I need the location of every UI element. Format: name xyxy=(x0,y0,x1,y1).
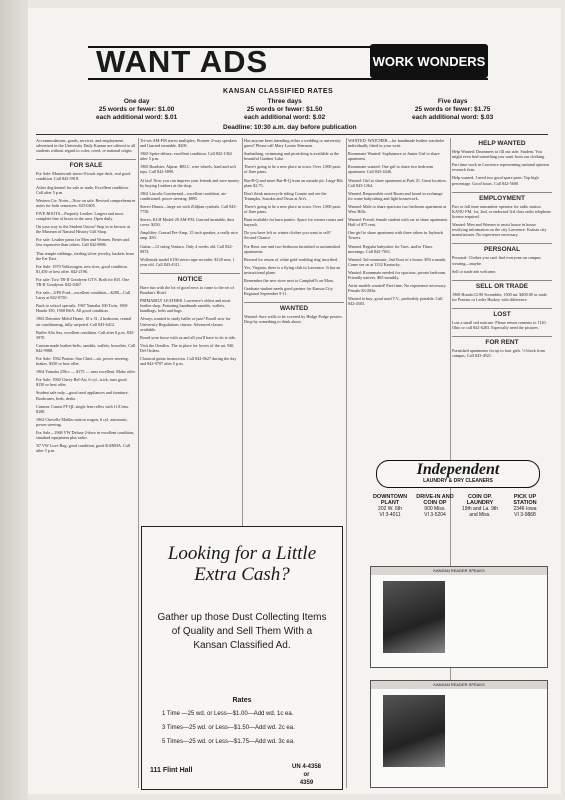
independent-laundry-ad xyxy=(368,460,548,558)
classified-ad: Roommate Wanted: Sophomore or Junior Girl to share apartment. xyxy=(348,151,440,162)
section-help-wanted: HELP WANTED xyxy=(478,140,526,147)
location-name: PICK UP STATION xyxy=(513,494,537,506)
rate-line: 25 words or fewer: $1.00 xyxy=(98,106,175,113)
classified-ad: Remember the new store next to Campbell's on Mass. xyxy=(244,277,335,283)
classified-ad: Stereo, KLH Model-20 AM-FM, Garrard turntable, dust cover. $250. xyxy=(140,217,235,228)
location-address: 19th and La. 9th and Miss. xyxy=(461,506,499,518)
classified-ad: Artist models wanted! Part-time. No experience necessary. Female $3.00/hr. xyxy=(348,283,447,294)
classified-ad: Guitar—12 string Ventura. Only 4 weeks old. Call 842-9874. xyxy=(140,243,233,254)
section-notice: NOTICE xyxy=(140,273,240,282)
classified-ad: Do you have left or winter clothes you want to sell? Second Chance. xyxy=(244,230,331,241)
location-address: 2346 Iowa xyxy=(513,506,537,512)
photo-image xyxy=(383,695,445,767)
classified-ad: 1969 Honda CL90 Scrambler, 1500 mi. $400.00 or trade for Pontiac or Leslie Huskey with difference. xyxy=(452,291,547,302)
extra-cash-rates-label: Rates xyxy=(232,697,252,704)
location-address: 900 Miss. xyxy=(424,506,446,512)
classified-ad: WANTED: WATCHER—for handmade leather wardrobe individually fitted in your wrist. xyxy=(348,138,445,149)
rate-five-days xyxy=(412,98,493,122)
photo-ad-caption: KANSAN READER SPEAKS xyxy=(371,681,547,689)
extra-cash-ad xyxy=(141,526,343,790)
classified-ad: 1962 Chevelle Malibu station wagon, 6 cyl, automatic, power steering. xyxy=(36,416,128,427)
photo-ad-caption: KANSAN READER SPEAKS xyxy=(371,567,547,575)
location-phone: VI 3-4011 xyxy=(379,512,401,518)
classified-ad: Stereo Drums—large set with Zildjian cymbals. Call 843-7758. xyxy=(140,203,237,215)
classified-ad: Has anyone been intending either a wedding or university guest? Please call Mary Louise Sherman. xyxy=(244,138,341,149)
classified-ad: 1965 Sprite deluxe, excellent condition. Call 842-1362 after 5 p.m. xyxy=(140,151,232,162)
extra-cash-rate-row: 3 Times—25 wd. or Less—$1.50—Add wd. 2c ea. xyxy=(162,725,295,731)
section-for-rent: FOR RENT xyxy=(452,336,552,345)
section-lost: LOST xyxy=(452,308,552,317)
classified-ad: '67 VW Love Bug, good condition, good KARMA. Call after 5 p.m. xyxy=(36,443,131,454)
rate-one-day xyxy=(96,98,177,122)
classified-ad: Wanted: Sure walls to be covered by Hedge Podge posters. Drop by something to think about. xyxy=(244,314,343,325)
rate-line: each additional word: $.03 xyxy=(412,114,494,121)
classified-ad: For sale—UPS Ford—excellent condition—$280—Call Larry at 842-0750. xyxy=(36,290,131,301)
classified-ad: Graduate student needs good partner for Kansas City Regional September 9-11. xyxy=(244,286,333,297)
classified-ad: Have fun with the lot of good rows to come to the set of Boudan's Hotel. xyxy=(140,284,234,296)
header-title: WANT ADS xyxy=(96,44,269,79)
column-divider xyxy=(138,138,139,788)
header-rule xyxy=(36,134,548,135)
classified-ad: Wollensak model 6150 stereo tape recorder. $120 new, 1 year old. Call 843-4311. xyxy=(140,256,235,267)
location-downtown xyxy=(368,494,412,518)
classified-ad: 1965 Roadster, Alpine, R8LC, wire wheels, hard and soft tops. Call 842-5890. xyxy=(140,164,236,175)
deadline-note: Deadline: 10:30 a.m. day before publication xyxy=(223,124,357,131)
classified-ad: On your way to the Student Union? Stop in to browse at the Museum of Natural History Gift Shop. xyxy=(36,224,131,235)
classified-ad: Wanted: French female student with car to share apartment. Half of $75 rent. xyxy=(348,217,448,228)
classified-ad: For Sale: 1960 Chevy Bel-Air, 6 cyl., stick, runs good. $150 or best offer. xyxy=(36,377,128,388)
rate-line: 25 words or fewer: $1.50 xyxy=(246,106,323,113)
extra-cash-address: 111 Flint Hall xyxy=(150,767,193,774)
rate-line: 25 words or fewer: $1.75 xyxy=(414,106,491,113)
photo-ad xyxy=(370,680,548,788)
classified-ad: There's going to be a new place in town. Over 1,000 pairs of flare pants. xyxy=(244,164,341,175)
rate-line: each additional word: $.02 xyxy=(244,114,326,121)
classified-ad: Buffet Alto Sax, excellent condition. Call after 6 p.m. 843-3970. xyxy=(36,329,135,340)
classified-ad: Bar-B-Q and more Bar-B-Q from an outside pit. Large Rib plate $2.75. xyxy=(244,177,343,188)
classified-ad: Don't think motorcycle riding Connie and see the Triumphs, Suzukis and Ossas at Art's. xyxy=(244,190,327,201)
classified-ad: 1964 Yamaha 250cc — $175 — runs excellent. Make offer. xyxy=(36,369,136,375)
classified-ad: Visit the Ormflos. The in place for lovers of the art. 946 Del Ordem. xyxy=(140,342,234,353)
classified-ad: Part time work in Lawrence representing national opinion research firm. xyxy=(452,162,549,173)
classified-ad: Wanted: 3rd roommate, 2nd floor of a house. $50 a month. Come see us at 1332 Kentucky. xyxy=(348,256,447,267)
classified-ad: Help wanted: I need two good spare pairs. Top high percentage. Good hours. Call 842-5600. xyxy=(452,175,539,186)
independent-logo xyxy=(376,460,540,488)
page-binding-edge xyxy=(0,0,28,800)
column-divider xyxy=(346,138,347,788)
rate-label: Three days xyxy=(267,98,302,105)
classified-ad: Wanted: Male to share spacious two bedroom apartment at West Hills. xyxy=(348,203,447,215)
section-sell-or-trade: SELL OR TRADE xyxy=(452,280,552,289)
classified-ad: Wanted: Roommate needed for spacious, private bedroom. Friendly natives. $65 monthly. xyxy=(348,269,447,280)
independent-name: Independent xyxy=(416,461,500,478)
classified-ad: Board your horse with us and all you'll have to do is ride. xyxy=(140,334,237,340)
extra-cash-rate-row: 1 Time —25 wd. or Less—$1.00—Add wd. 1c ea. xyxy=(162,711,294,717)
classified-ad: Furnished apartments for up to four girls. ½ block from campus. Call 843-4921. xyxy=(452,348,545,359)
location-phone: VI 3-5204 xyxy=(424,512,446,518)
extra-cash-phone xyxy=(292,763,321,787)
independent-subtitle: LAUNDRY & DRY CLEANERS xyxy=(423,478,493,484)
want-ads-header xyxy=(88,40,488,80)
classified-ad: For sale: Two TR-II Goodyear GT'S. Both for $35. One TR-II Goodyear. 842-0467. xyxy=(36,276,130,287)
classified-ad: For Sale: 1962 Pontiac Star Chief—air, power steering, brakes. $350 or best offer. xyxy=(36,356,129,367)
location-phone: VI 3-9868 xyxy=(514,512,536,518)
classified-ad: Asher dog kennel for sale or trade. Excellent condition. Call after 5 p.m. xyxy=(36,184,129,195)
classified-ad: For Sale: 1970 Volkswagen, new tires, good condition. $1,450 or best offer. 842-2196. xyxy=(36,263,128,274)
column-2 xyxy=(140,138,240,369)
classified-ad: Wanted: Men and Women to assist house in house testifying information on the city Lawrence. Kansas city manufacturer. No experience necessary. xyxy=(452,222,547,238)
section-personal: PERSONAL xyxy=(452,243,552,252)
classified-ad: Help Wanted: Drummers to fill out side. Student. You might even find something you want from our clothing. xyxy=(452,149,546,160)
classified-ad: Barn available for barn parties. Space for wiener roasts and hayrack. xyxy=(244,217,344,228)
classified-ad: Wanted: Responsible coed Room and board in exchange for some babysitting and light housework. xyxy=(348,190,443,201)
extra-cash-rate-row: 5 Times—25 wd. or Less—$1.75—Add wd. 3c ea. xyxy=(162,739,295,745)
classified-ad: For sale: Leather pants for Men and Women. Better and less expensive than others. Call 842-8806. xyxy=(36,237,130,248)
classified-ad: Back to school specials: 1967 Yamaha 100 Twin, 1969 Honda 350, 1968 BSA. All good condition. xyxy=(36,303,128,314)
location-drive-in xyxy=(413,494,457,518)
column-3 xyxy=(244,138,344,328)
photo-image xyxy=(383,581,445,653)
section-wanted: WANTED xyxy=(244,302,344,311)
location-coin-op xyxy=(458,494,502,518)
classified-ad: Student sale only—good used appliances and furniture. Bookcases, beds, desks. xyxy=(36,390,129,401)
classified-ad: PRIMARILY LEATHER. Lawrence's oldest and most leather shop. Featuring handmade sandals, wallets, handbags, belts and bags. xyxy=(140,298,231,314)
photo-ad xyxy=(370,566,548,668)
classified-ad: Amplifier, Conrad Pre-Amp, 15 inch speaker, a really nice amp. $50. xyxy=(140,230,238,241)
rates-title: KANSAN CLASSIFIED RATES xyxy=(223,88,334,95)
column-1 xyxy=(36,138,136,456)
location-name: DOWNTOWN PLANT xyxy=(372,494,408,506)
column-5 xyxy=(452,138,552,362)
work-wonders-badge: WORK WONDERS xyxy=(370,44,488,78)
classified-ad: Yes, Virginia, there is a flying club in Lawrence. It has an instructional plane. xyxy=(244,264,341,275)
classified-ad: 1963 Detroiter Mobil Home, 10 x 51, 2 bedroom, central air conditioning, fully carpeted. Call 843-6412. xyxy=(36,316,132,327)
classified-ad: At last! Now you can impress your friends and save money by buying Leathers at the shop. xyxy=(140,177,240,188)
newspaper-page xyxy=(28,8,561,794)
classified-ad: Wanted to buy: good used T.V., preferably portable. Call 842-4503. xyxy=(348,296,443,307)
classified-ad: FIVE BOOTS—Properly Leather. Largest and most complete line of boots in the area. Open daily. xyxy=(36,210,124,222)
rate-label: Five days xyxy=(437,98,468,105)
classified-ad: Classical guitar instruction. Call 842-0627 during the day and 842-9707 after 5 p.m. xyxy=(140,356,237,367)
classified-ad: Always wanted to study ballet or jazz? Enroll now for University Regulations classes. Advanced classes available. xyxy=(140,316,231,332)
classified-ad: Wanted: Regular babysitter for Tues. and/or Thurs. mornings. Call 843-7651. xyxy=(348,243,434,254)
extra-cash-headline: Looking for a Little Extra Cash? xyxy=(167,543,317,585)
phone-separator: or xyxy=(303,772,310,778)
rate-label: One day xyxy=(123,98,150,105)
classified-ad: Lost a small red suitcase. Please return contents to 1120 Ohio or call 842-6283. Especially need the pictures. xyxy=(452,320,546,331)
rate-three-days xyxy=(244,98,325,122)
classified-ad: Roommate wanted: One girl to share two bedroom apartment. Call 843-4446. xyxy=(348,164,434,175)
classified-ad: Western Civ. Notes—Now on sale. Revised comprehensive notes for both semesters. 843-0405. xyxy=(36,197,136,208)
classified-ad: Camera: Canon FT-QL single lens reflex with f1.8 lens. $180. xyxy=(36,403,130,414)
classified-ad: Reward for return of white gold wedding ring inscribed. xyxy=(244,256,339,262)
classified-ad: Tri-wit AM-FM stereo multiplex. Pioneer 4-way speakers and Garrard turntable. $200. xyxy=(140,138,237,149)
classified-ad: For Rent: one and two-bedroom furnished or unfurnished apartments. xyxy=(244,243,341,254)
classified-ad: Personal: Clothes you can't find everyone on campus wearing—maybe. xyxy=(452,255,541,266)
location-name: COIN OP. LAUNDRY xyxy=(466,494,494,506)
location-address: 202 W. 6th xyxy=(378,506,402,512)
classified-ad: One girl to share apartment with three others in Jayhawk Towers. xyxy=(348,230,444,241)
classified-ad: Sell or trade ads welcome. xyxy=(452,268,497,274)
classified-ad: That temple rubbings, sterling silver jewelry, baskets from the Far East. xyxy=(36,250,134,261)
classified-ad: 1962 Lincoln Continental—excellent condition, air-conditioned, power steering. $895. xyxy=(140,190,228,201)
classified-ad: Sunbathing, swimming and picnicking is available at the beautiful Gardner Lake. xyxy=(244,151,339,162)
phone-number: 4359 xyxy=(299,780,314,786)
classified-ad: Custom made leather-belts, sandals, wallets, bracelets. Call 842-9988. xyxy=(36,342,136,353)
extra-cash-body: Gather up those Dust Collecting Items of Quality and Sell Them With a Kansan Classified Ad. xyxy=(157,612,327,651)
classified-ad: Wanted: Girl to share apartment at Park 25. Great location. Call 843-1264. xyxy=(348,177,447,188)
phone-number: UN 4-4358 xyxy=(292,764,322,770)
classified-ad: Part or full time transmitter operator for radio station KANU FM. 1st, 2nd, or endorsed 3rd class radio telephone license required. xyxy=(452,203,552,219)
rate-line: each additional word: $.01 xyxy=(96,114,178,121)
classified-ad: There's going to be a new place in town. Over 1,000 pairs of flare pants. xyxy=(244,203,341,215)
location-name: DRIVE-IN AND COIN OP xyxy=(416,494,454,506)
column-4 xyxy=(348,138,448,309)
classified-ad: For Sale—1968 VW Deluxe 2-door in excellent condition, standard equipment plus radio. xyxy=(36,430,135,441)
section-employment: EMPLOYMENT xyxy=(452,192,552,201)
section-for-sale: FOR SALE xyxy=(36,159,136,168)
classified-ad: Accommodations, goods, services, and employment advertised in the University Daily Kansan are offered to all students without regard to color, creed, or national origin. xyxy=(36,138,136,154)
location-pick-up xyxy=(503,494,547,518)
classified-ad: For Sale: Mastercraft stereo 8-track tape deck, real good condition. Call 843-5918. xyxy=(36,171,131,182)
